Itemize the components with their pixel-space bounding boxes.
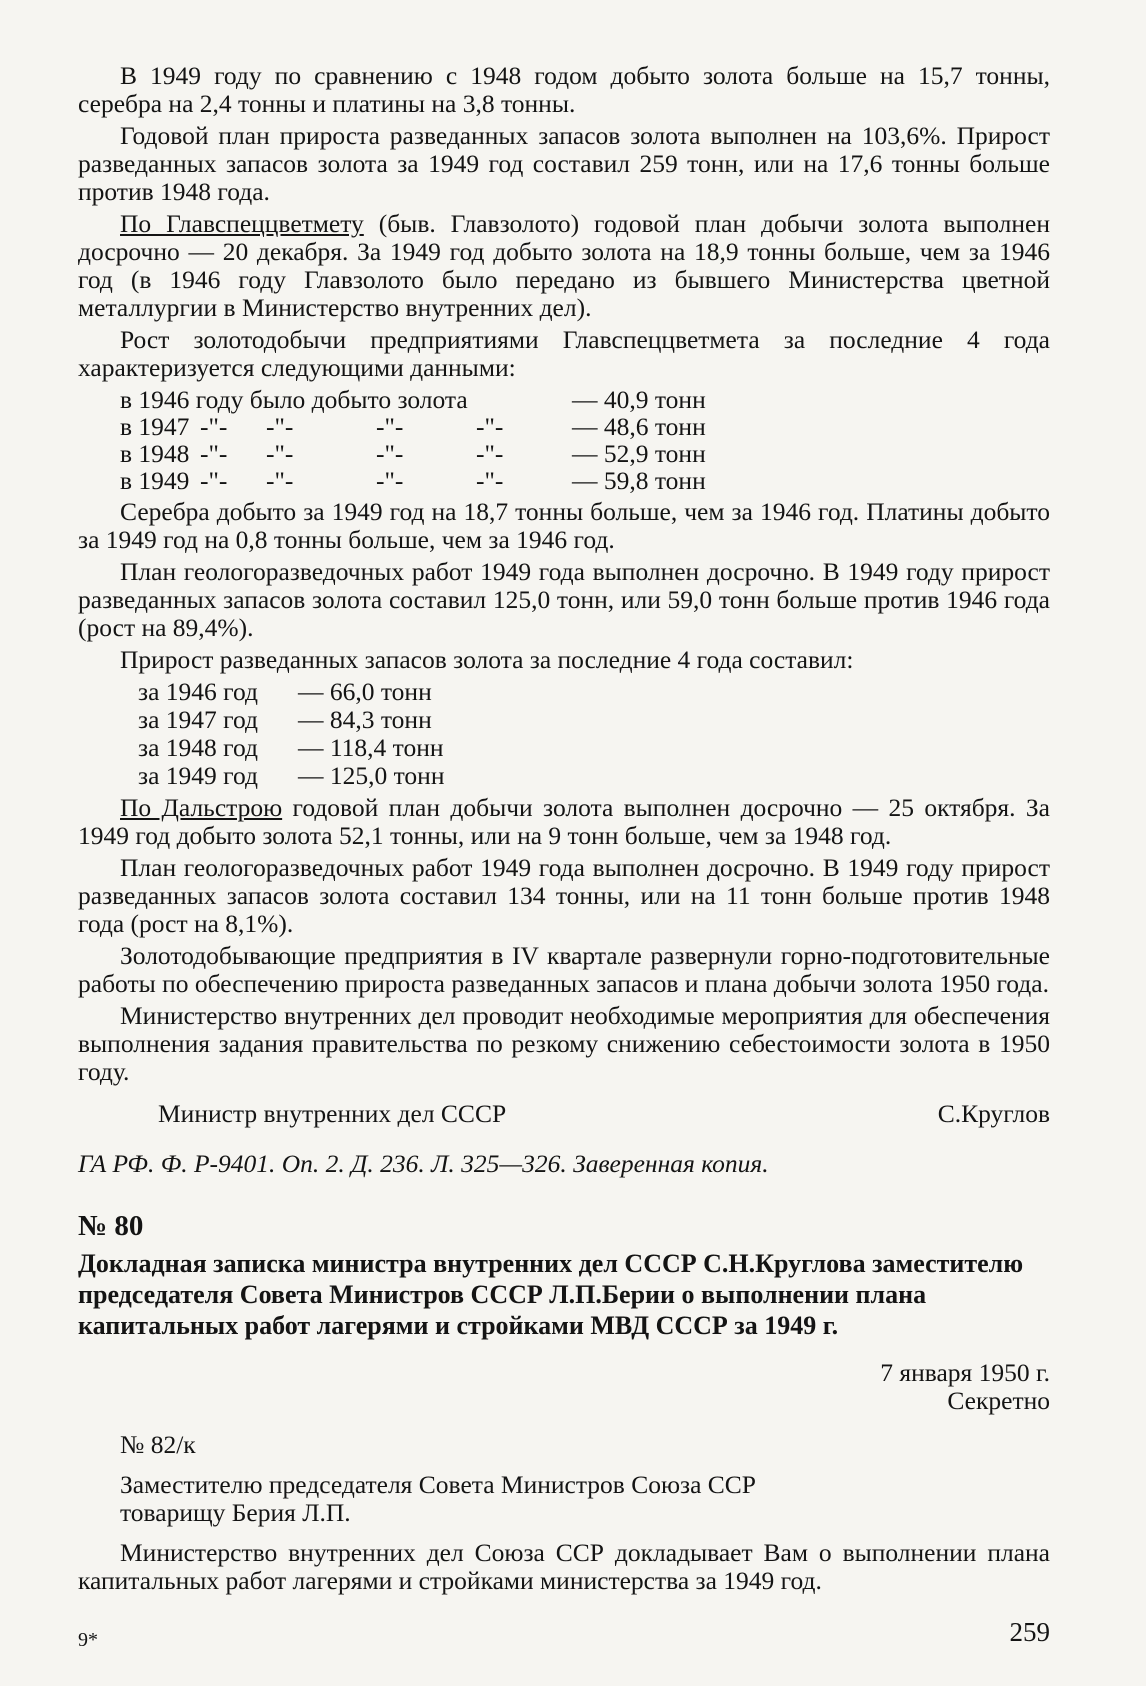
table-row: [138, 762, 1050, 790]
table-cell: — 52,9 тонн: [572, 439, 706, 468]
paragraph: План геологоразведочных работ 1949 года выполнен досрочно. В 1949 году прирост разведанных запасов золота составил 134 тонны, или на 11 тонн больше против 1948 года (рост на 8,1%).: [78, 853, 1050, 938]
table-cell: -"-: [200, 466, 228, 495]
paragraph: Министерство внутренних дел Союза ССР докладывает Вам о выполнении плана капитальных работ лагерями и стройками министерства за 1949 год.: [78, 1538, 1050, 1595]
table-row: [138, 678, 1050, 706]
paragraph: Серебра добыто за 1949 год на 18,7 тонны больше, чем за 1946 год. Платины добыто за 1949 год на 0,8 тонны больше, чем за 1946 год.: [78, 497, 1050, 554]
table-row: [120, 413, 1050, 440]
signature-block: [78, 1100, 1050, 1128]
table-cell: -"-: [200, 412, 228, 441]
table-cell: -"-: [476, 439, 504, 468]
table-cell: -"-: [376, 412, 404, 441]
table-cell: -"-: [476, 466, 504, 495]
paragraph: Министерство внутренних дел проводит необходимые мероприятия для обеспечения выполнения задания правительства по резкому снижению себестоимости золота в 1950 году.: [78, 1001, 1050, 1086]
table-cell: в 1949: [120, 466, 190, 495]
signature-title: Министр внутренних дел СССР: [158, 1099, 507, 1128]
gold-production-table: [120, 386, 1050, 494]
table-cell: — 125,0 тонн: [298, 761, 445, 790]
page-content: [78, 62, 1050, 1599]
table-row: [138, 734, 1050, 762]
paragraph: План геологоразведочных работ 1949 года выполнен досрочно. В 1949 году прирост разведанных запасов золота составил 125,0 тонн, или 59,0 тонн больше против 1946 года (рост на 89,4%).: [78, 557, 1050, 642]
paragraph-text: годовой план добычи золота выполнен досрочно — 25 октября. За 1949 год добыто золота 52,1 тонны, или на 9 тонн больше, чем за 1948 год.: [78, 793, 1050, 850]
paragraph-text: (быв. Главзолото) годовой план добычи золота выполнен досрочно — 20 декабря. За 1949 год добыто золота на 18,9 тонны больше, чем за 1946 год (в 1946 году Главзолото было передано из бывшего Министерства цветной металлургии в Министерство внутренних дел).: [78, 209, 1050, 322]
underlined-heading: По Главспеццветмету: [120, 209, 364, 238]
table-cell: за 1946 год: [138, 677, 258, 706]
signature-mark: 9*: [78, 1629, 98, 1651]
table-cell: -"-: [266, 466, 294, 495]
table-row: [138, 706, 1050, 734]
addressee-line: Заместителю председателя Совета Министров Союза ССР: [120, 1470, 756, 1499]
addressee: [120, 1471, 1050, 1527]
table-cell: в 1948: [120, 439, 190, 468]
table-row: [120, 440, 1050, 467]
table-cell: за 1948 год: [138, 733, 258, 762]
table-cell: -"-: [376, 466, 404, 495]
table-cell: -"-: [476, 412, 504, 441]
table-cell: -"-: [200, 439, 228, 468]
paragraph: [78, 210, 1050, 322]
table-cell: за 1947 год: [138, 705, 258, 734]
table-cell: -"-: [266, 412, 294, 441]
paragraph: Рост золотодобычи предприятиями Главспеццветмета за последние 4 года характеризуется следующими данными:: [78, 325, 1050, 382]
registration-number: № 82/к: [120, 1430, 196, 1459]
paragraph: В 1949 году по сравнению с 1948 годом добыто золота больше на 15,7 тонны, серебра на 2,4 тонны и платины на 3,8 тонны.: [78, 61, 1050, 118]
paragraph: [78, 794, 1050, 850]
page-number: 259: [1009, 1617, 1050, 1647]
table-cell: за 1949 год: [138, 761, 258, 790]
addressee-line: товарищу Берия Л.П.: [120, 1498, 351, 1527]
table-cell: — 66,0 тонн: [298, 677, 432, 706]
table-row: [120, 386, 1050, 413]
table-cell: — 48,6 тонн: [572, 412, 706, 441]
table-cell: — 59,8 тонн: [572, 466, 706, 495]
paragraph: Годовой план прироста разведанных запасов золота выполнен на 103,6%. Прирост разведанных запасов золота за 1949 год составил 259 тонн, или на 17,6 тонны больше против 1948 года.: [78, 121, 1050, 206]
document-date: 7 января 1950 г.: [880, 1358, 1050, 1387]
table-cell: -"-: [266, 439, 294, 468]
paragraph: Золотодобывающие предприятия в IV квартале развернули горно-подготовительные работы по обеспечению прироста разведанных запасов и плана добычи золота 1950 года.: [78, 941, 1050, 998]
document-number: № 80: [78, 1210, 144, 1242]
table-cell: — 40,9 тонн: [572, 385, 706, 414]
table-cell: в 1947: [120, 412, 190, 441]
archive-reference: ГА РФ. Ф. Р-9401. Оп. 2. Д. 236. Л. 325—326. Заверенная копия.: [78, 1149, 769, 1178]
document-title: Докладная записка министра внутренних дел СССР С.Н.Круглова заместителю председателя Совета Министров СССР Л.П.Берии о выполнении плана капитальных работ лагерями и стройками МВД СССР за 1949 г.: [78, 1249, 1024, 1340]
table-cell: — 118,4 тонн: [298, 733, 444, 762]
table-cell: -"-: [376, 439, 404, 468]
signature-name: С.Круглов: [937, 1099, 1050, 1128]
secrecy-mark: Секретно: [947, 1386, 1050, 1415]
table-cell: в 1946 году было добыто золота: [120, 385, 468, 414]
table-cell: — 84,3 тонн: [298, 705, 432, 734]
paragraph: Прирост разведанных запасов золота за последние 4 года составил:: [120, 645, 854, 674]
table-row: [120, 467, 1050, 494]
reserves-table: [138, 678, 1050, 790]
underlined-heading: По Дальстрою: [120, 793, 283, 822]
